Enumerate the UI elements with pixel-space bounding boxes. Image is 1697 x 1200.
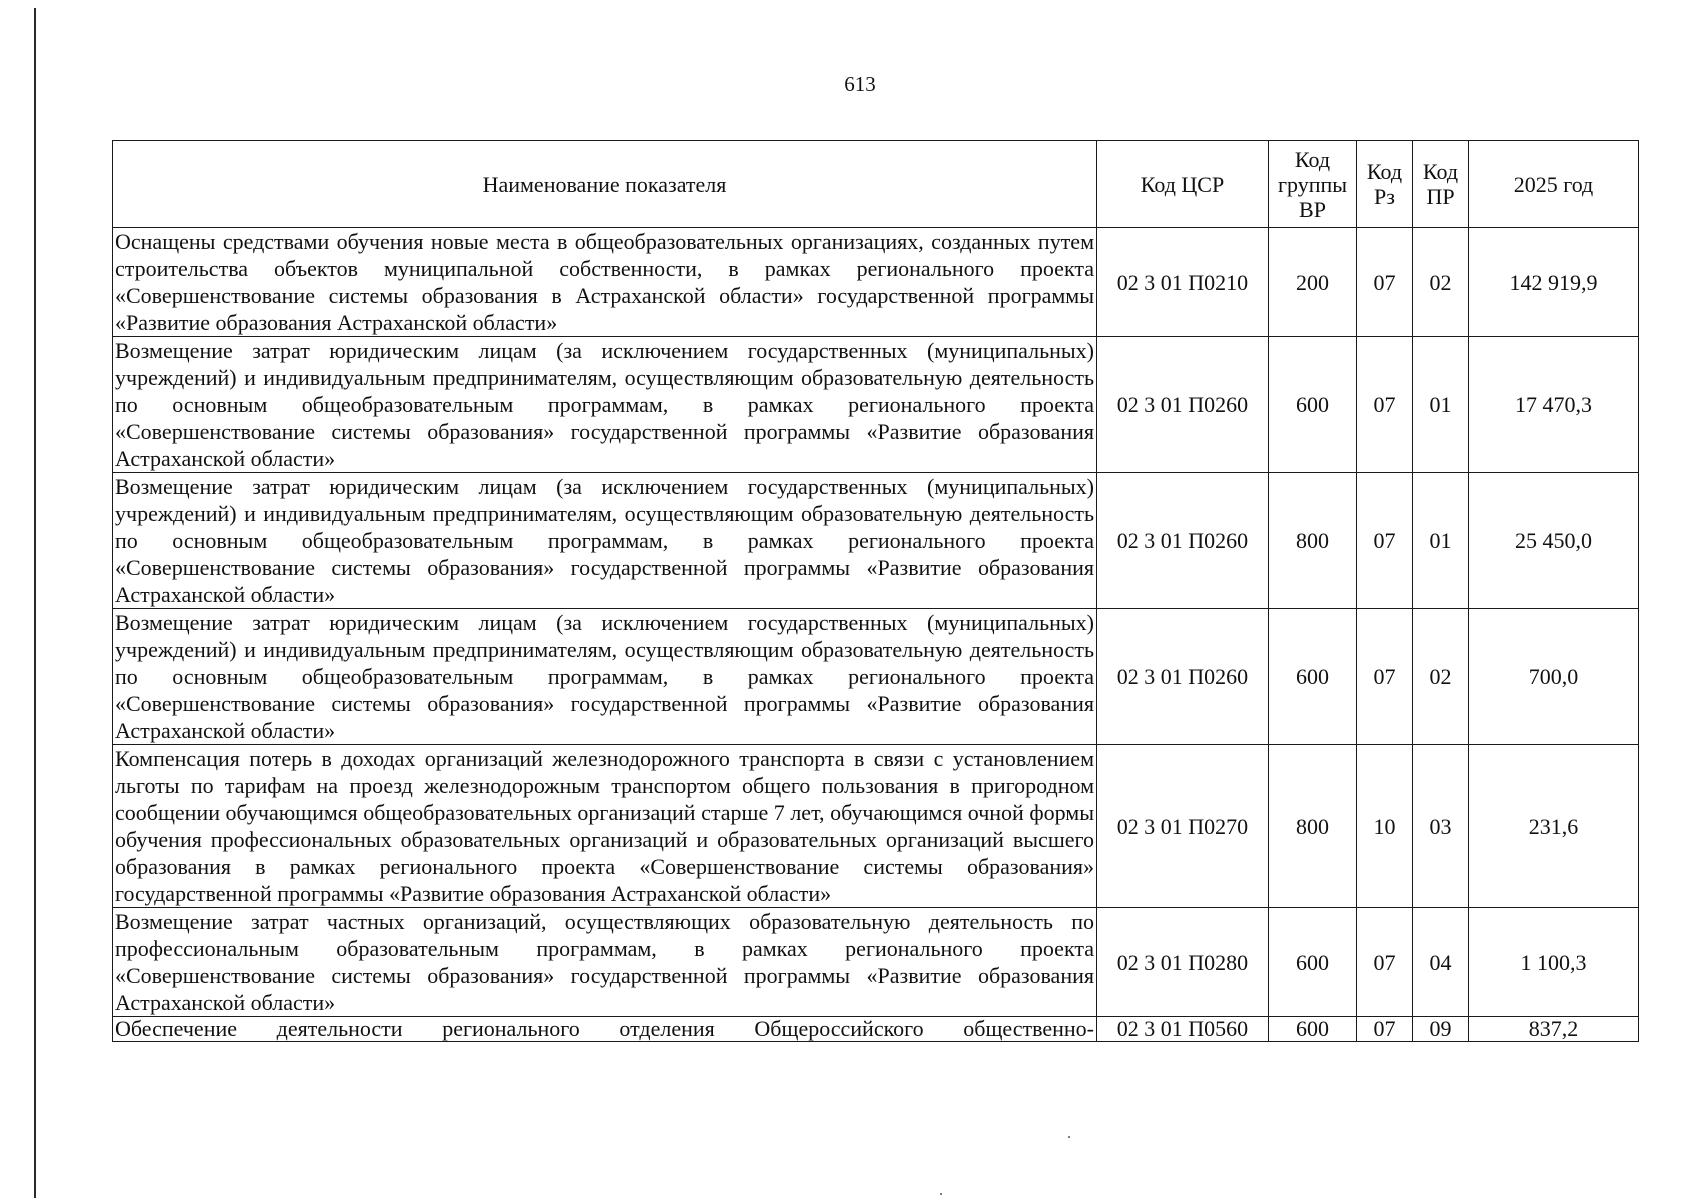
row-vr: 600: [1269, 337, 1357, 473]
row-name: Возмещение затрат юридическим лицам (за исключением государственных (муниципальных) учреждений) и индивидуальным предпринимателям, осуществляющим образовательную деятельность по основным общеобразовательным программам, в рамках регионального проекта «Совершенствование системы образования» государственной программы «Развитие образования Астраханской области»: [113, 337, 1097, 473]
row-csr: 02 3 01 П0210: [1097, 228, 1269, 337]
row-vr: 600: [1269, 609, 1357, 745]
header-year: 2025 год: [1469, 141, 1639, 228]
row-csr: 02 3 01 П0260: [1097, 337, 1269, 473]
table-row: [113, 745, 1639, 908]
table-row: [113, 908, 1639, 1017]
row-csr: 02 3 01 П0270: [1097, 745, 1269, 908]
page-number: 613: [844, 72, 876, 96]
row-pr: 04: [1413, 908, 1469, 1017]
row-name: Обеспечение деятельности регионального отделения Общероссийского общественно-: [113, 1017, 1097, 1042]
row-csr: 02 3 01 П0260: [1097, 609, 1269, 745]
row-rz: 07: [1357, 337, 1413, 473]
row-rz: 07: [1357, 473, 1413, 609]
table-row: [113, 609, 1639, 745]
row-pr: 01: [1413, 337, 1469, 473]
row-amount: 231,6: [1469, 745, 1639, 908]
row-name: Возмещение затрат частных организаций, осуществляющих образовательную деятельность по профессиональным образовательным программам, в рамках регионального проекта «Совершенствование системы образования» государственной программы «Развитие образования Астраханской области»: [113, 908, 1097, 1017]
scan-speck: [940, 1193, 942, 1195]
row-rz: 07: [1357, 908, 1413, 1017]
budget-table: [112, 140, 1639, 1042]
table-header-row: [113, 141, 1639, 228]
row-pr: 02: [1413, 228, 1469, 337]
header-csr: Код ЦСР: [1097, 141, 1269, 228]
row-rz: 07: [1357, 609, 1413, 745]
row-amount: 700,0: [1469, 609, 1639, 745]
row-csr: 02 3 01 П0260: [1097, 473, 1269, 609]
row-amount: 142 919,9: [1469, 228, 1639, 337]
row-rz: 07: [1357, 1017, 1413, 1042]
table-row: [113, 228, 1639, 337]
row-vr: 200: [1269, 228, 1357, 337]
row-name: Возмещение затрат юридическим лицам (за исключением государственных (муниципальных) учреждений) и индивидуальным предпринимателям, осуществляющим образовательную деятельность по основным общеобразовательным программам, в рамках регионального проекта «Совершенствование системы образования» государственной программы «Развитие образования Астраханской области»: [113, 473, 1097, 609]
row-amount: 17 470,3: [1469, 337, 1639, 473]
row-name: Возмещение затрат юридическим лицам (за исключением государственных (муниципальных) учреждений) и индивидуальным предпринимателям, осуществляющим образовательную деятельность по основным общеобразовательным программам, в рамках регионального проекта «Совершенствование системы образования» государственной программы «Развитие образования Астраханской области»: [113, 609, 1097, 745]
row-pr: 09: [1413, 1017, 1469, 1042]
row-vr: 600: [1269, 908, 1357, 1017]
row-pr: 01: [1413, 473, 1469, 609]
row-vr: 800: [1269, 745, 1357, 908]
row-pr: 02: [1413, 609, 1469, 745]
row-amount: 25 450,0: [1469, 473, 1639, 609]
row-amount: 837,2: [1469, 1017, 1639, 1042]
row-vr: 800: [1269, 473, 1357, 609]
row-rz: 07: [1357, 228, 1413, 337]
row-vr: 600: [1269, 1017, 1357, 1042]
row-name: Оснащены средствами обучения новые места в общеобразовательных организациях, созданных путем строительства объектов муниципальной собственности, в рамках регионального проекта «Совершенствование системы образования в Астраханской области» государственной программы «Развитие образования Астраханской области»: [113, 228, 1097, 337]
scan-speck: [1068, 1136, 1070, 1138]
table-row: [113, 337, 1639, 473]
row-csr: 02 3 01 П0280: [1097, 908, 1269, 1017]
row-csr: 02 3 01 П0560: [1097, 1017, 1269, 1042]
table-row: [113, 473, 1639, 609]
header-rz: Код Рз: [1357, 141, 1413, 228]
table-row: [113, 1017, 1639, 1042]
header-vr: Код группы ВР: [1269, 141, 1357, 228]
header-pr: Код ПР: [1413, 141, 1469, 228]
row-pr: 03: [1413, 745, 1469, 908]
page-binding-line: [34, 8, 36, 1198]
row-amount: 1 100,3: [1469, 908, 1639, 1017]
header-name: Наименование показателя: [113, 141, 1097, 228]
row-name: Компенсация потерь в доходах организаций железнодорожного транспорта в связи с установлением льготы по тарифам на проезд железнодорожным транспортом общего пользования в пригородном сообщении обучающимся общеобразовательных организаций старше 7 лет, обучающимся очной формы обучения профессиональных образовательных организаций и образовательных организаций высшего образования в рамках регионального проекта «Совершенствование системы образования» государственной программы «Развитие образования Астраханской области»: [113, 745, 1097, 908]
row-rz: 10: [1357, 745, 1413, 908]
